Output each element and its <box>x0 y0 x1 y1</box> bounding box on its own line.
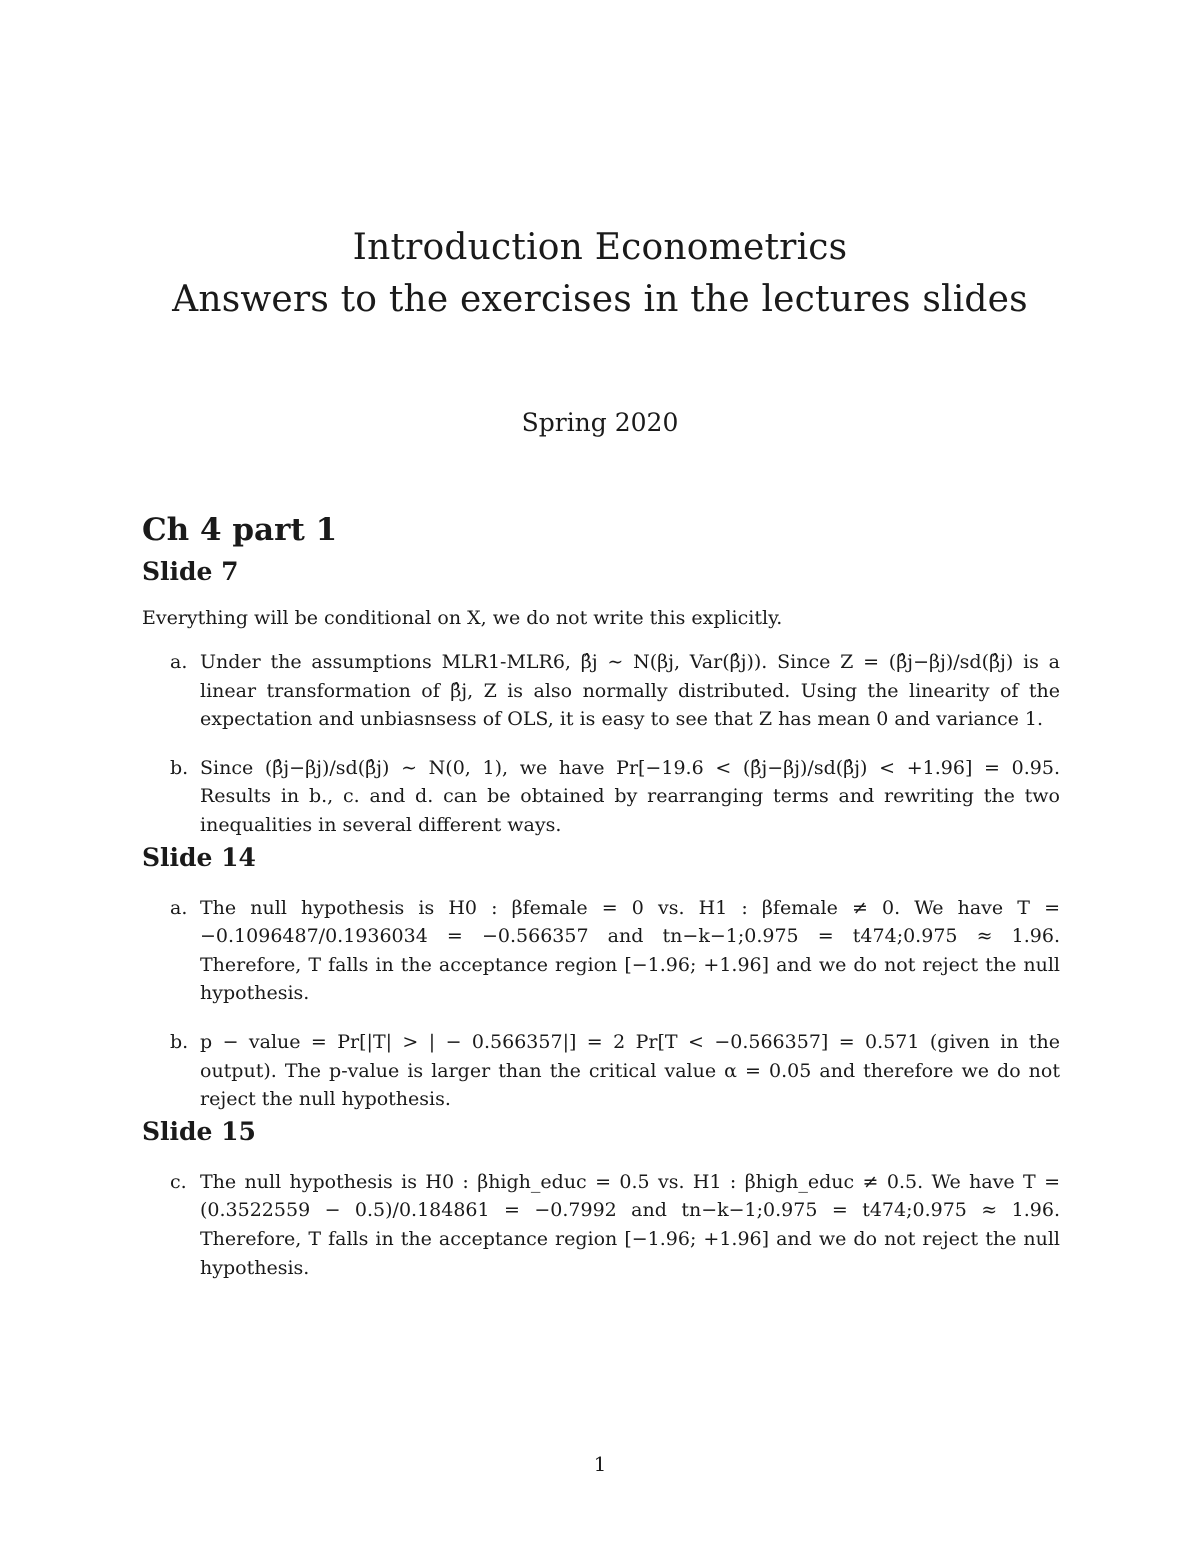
document-date: Spring 2020 <box>521 408 679 437</box>
answer-item <box>142 1168 1060 1282</box>
section-heading: Slide 15 <box>142 1116 256 1146</box>
answer-item <box>142 648 1060 734</box>
section-slide-15 <box>142 1114 1060 1282</box>
answer-item <box>142 754 1060 840</box>
chapter-heading: Ch 4 part 1 <box>142 512 338 548</box>
item-label: a. <box>170 651 188 673</box>
answer-item <box>142 1028 1060 1114</box>
item-label: b. <box>170 1030 189 1053</box>
item-text: Since (β̂j−βj)/sd(β̂j) ∼ N(0, 1), we have Pr[−19.6 < (β̂j−βj)/sd(β̂j) < +1.96] = 0.95. Results in b., c. and d. can be obtained by rearranging terms and rewriting the two inequalities in several different ways. <box>200 756 1060 836</box>
page-number: 1 <box>593 1452 607 1476</box>
document-body <box>142 500 1060 1282</box>
title-line-1: Introduction Econometrics <box>352 227 848 268</box>
document-title <box>0 222 1200 326</box>
section-slide-14 <box>142 840 1060 1114</box>
answer-list <box>142 894 1060 1114</box>
item-label: b. <box>170 756 189 779</box>
answer-list <box>142 1168 1060 1282</box>
item-label: a. <box>170 896 188 919</box>
item-label: c. <box>170 1170 187 1193</box>
answer-item <box>142 894 1060 1008</box>
answer-list <box>142 648 1060 840</box>
item-text: The null hypothesis is H0 : βhigh_educ = 0.5 vs. H1 : βhigh_educ ≠ 0.5. We have T = (0.3522559 − 0.5)/0.184861 = −0.7992 and tn−k−1;0.975 = t474;0.975 ≈ 1.96. Therefore, T falls in the acceptance region [−1.96; +1.96] and we do not reject the null hypothesis. <box>200 1170 1060 1279</box>
section-slide-7 <box>142 554 1060 840</box>
section-heading: Slide 14 <box>142 842 256 872</box>
section-intro: Everything will be conditional on X, we do not write this explicitly. <box>142 607 783 629</box>
item-text: The null hypothesis is H0 : βfemale = 0 vs. H1 : βfemale ≠ 0. We have T = −0.1096487/0.1936034 = −0.566357 and tn−k−1;0.975 = t474;0.975 ≈ 1.96. Therefore, T falls in the acceptance region [−1.96; +1.96] and we do not reject the null hypothesis. <box>200 896 1060 1005</box>
section-heading: Slide 7 <box>142 557 239 586</box>
item-text: Under the assumptions MLR1-MLR6, β̂j ∼ N(βj, Var(β̂j)). Since Z = (β̂j−βj)/sd(β̂j) is a linear transformation of β̂j, Z is also normally distributed. Using the linearity of the expectation and unbiasnsess of OLS, it is easy to see that Z has mean 0 and variance 1. <box>200 651 1060 731</box>
title-line-2: Answers to the exercises in the lectures slides <box>172 279 1028 320</box>
item-text: p − value = Pr[|T| > | − 0.566357|] = 2 Pr[T < −0.566357] = 0.571 (given in the output). The p-value is larger than the critical value α = 0.05 and therefore we do not reject the null hypothesis. <box>200 1030 1060 1111</box>
